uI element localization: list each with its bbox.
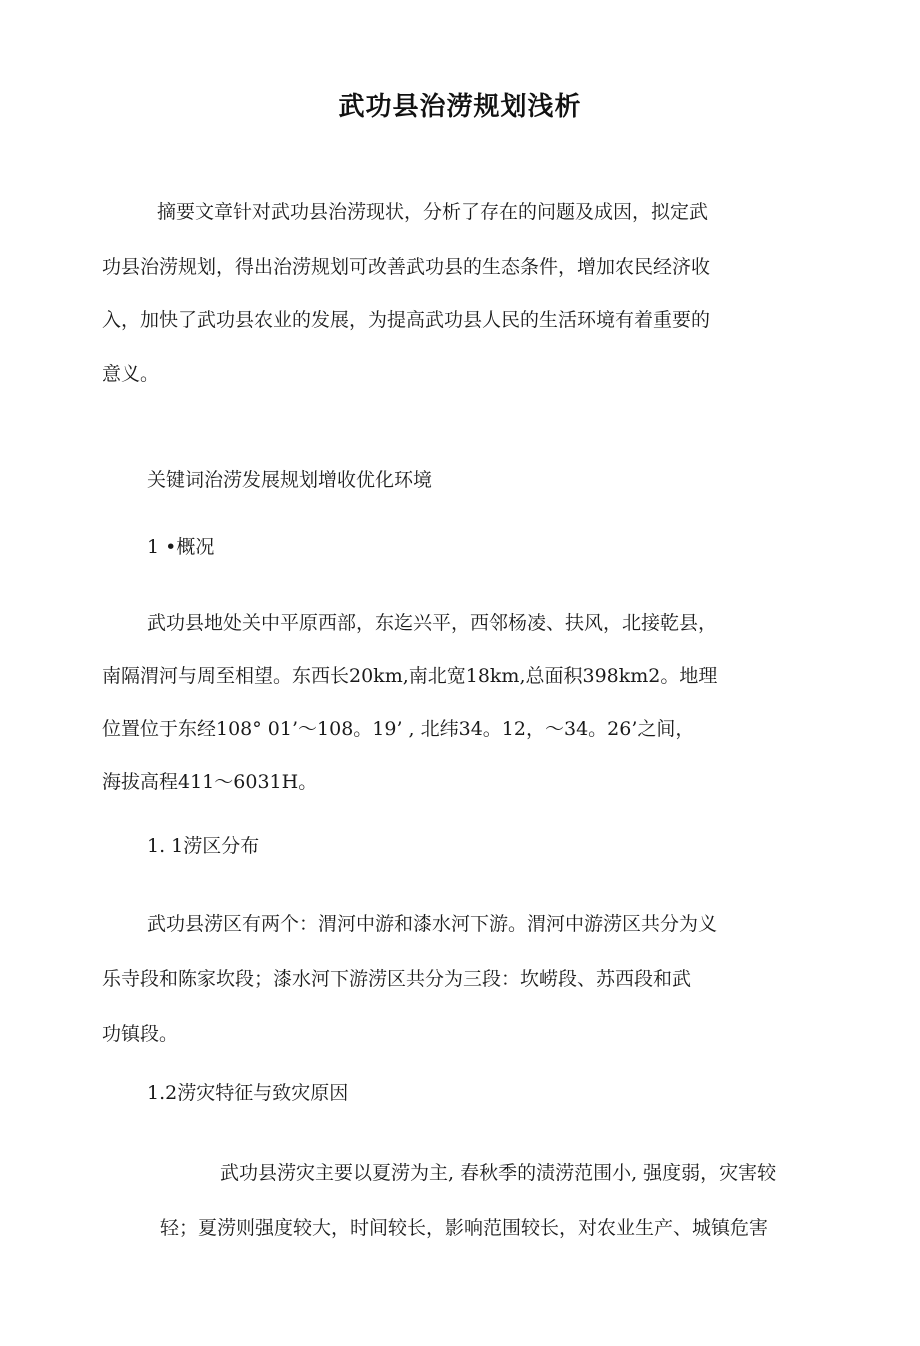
paragraph-line: 武功县地处关中平原西部，东迄兴平，西邻杨凌、扶风，北接乾县， (147, 612, 718, 634)
paragraph-line: 海拔高程411～6031H。 (102, 771, 318, 793)
paragraph-line: 武功县涝灾主要以夏涝为主, 春秋季的渍涝范围小, 强度弱，灾害较 (220, 1162, 777, 1184)
abstract-line: 摘要文章针对武功县治涝现状，分析了存在的问题及成因，拟定武 (157, 201, 709, 223)
abstract-line: 入，加快了武功县农业的发展，为提高武功县人民的生活环境有着重要的 (102, 309, 711, 331)
keywords: 关键词治涝发展规划增收优化环境 (147, 469, 433, 491)
paragraph-line: 功镇段。 (102, 1023, 179, 1045)
abstract-line: 功县治涝规划，得出治涝规划可改善武功县的生态条件，增加农民经济收 (102, 256, 711, 278)
paragraph-line: 位置位于东经108° 01’～108。19’ , 北纬34。12，～34。26’之间， (102, 718, 695, 740)
paragraph-line: 乐寺段和陈家坎段；漆水河下游涝区共分为三段：坎崂段、苏西段和武 (102, 968, 692, 990)
section-heading: 1. 1涝区分布 (147, 835, 260, 857)
section-heading: 1.2涝灾特征与致灾原因 (147, 1082, 349, 1104)
abstract-line: 意义。 (102, 363, 160, 385)
paragraph-line: 武功县涝区有两个：渭河中游和漆水河下游。渭河中游涝区共分为义 (147, 913, 718, 935)
paragraph-line: 南隔渭河与周至相望。东西长20km,南北宽18km,总面积398km2。地理 (102, 665, 718, 687)
document-title: 武功县治涝规划浅析 (338, 92, 582, 122)
paragraph-line: 轻；夏涝则强度较大，时间较长，影响范围较长，对农业生产、城镇危害 (160, 1217, 769, 1239)
section-heading: 1 •概况 (147, 536, 215, 558)
